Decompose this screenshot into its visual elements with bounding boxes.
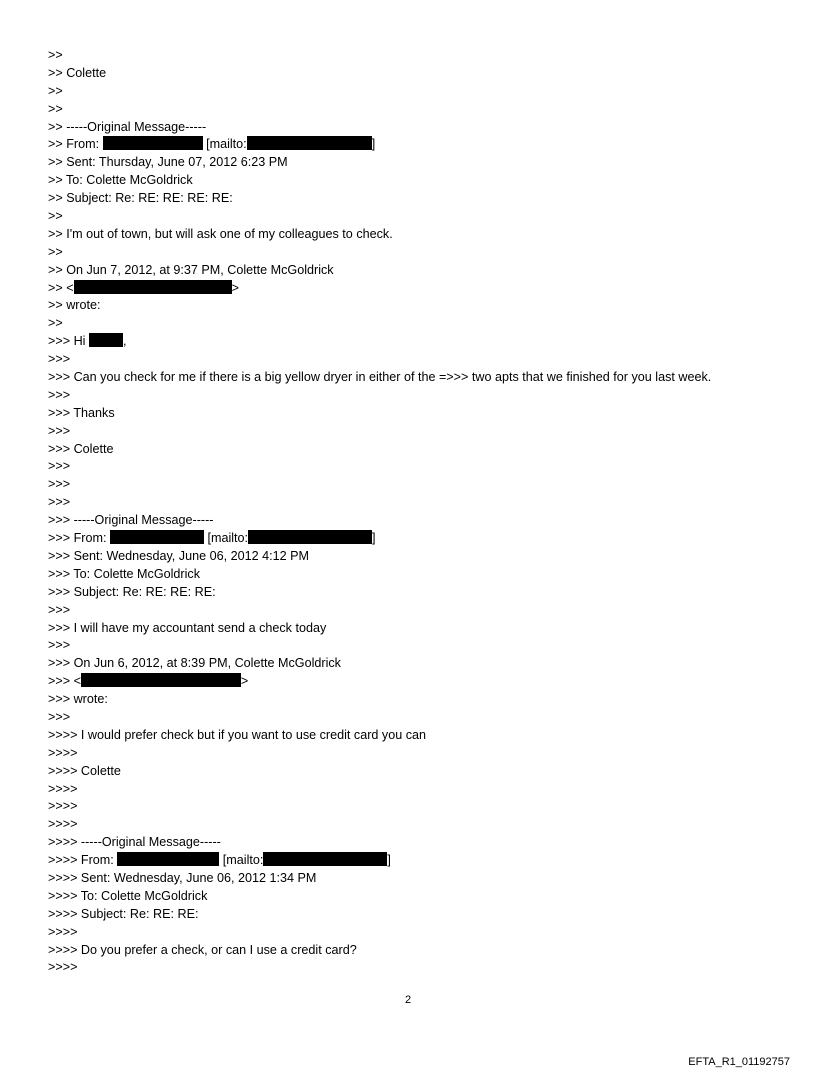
redaction-block — [74, 280, 232, 294]
line-text: [mailto: — [203, 531, 249, 546]
text-line — [48, 441, 788, 459]
line-text: >>>> — [48, 817, 78, 832]
line-text: >>> — [48, 387, 71, 402]
redaction-block — [89, 333, 123, 347]
line-text: >>> Colette — [48, 441, 114, 456]
text-line — [48, 315, 788, 333]
text-line — [48, 458, 788, 476]
text-line — [48, 798, 788, 816]
text-line — [48, 226, 788, 244]
line-text: >>> To: Colette McGoldrick — [48, 566, 201, 581]
line-text: >> I'm out of town, but will ask one of my colleagues to check. — [48, 226, 393, 241]
line-text: >>> I will have my accountant send a check today — [48, 620, 327, 635]
text-line — [48, 924, 788, 942]
text-line — [48, 888, 788, 906]
line-text: >>>> Colette — [48, 763, 121, 778]
text-line — [48, 852, 788, 870]
line-text: [mailto: — [219, 853, 264, 868]
line-text: >> On Jun 7, 2012, at 9:37 PM, Colette McGoldrick — [48, 262, 334, 277]
text-line — [48, 190, 788, 208]
text-line — [48, 870, 788, 888]
line-text: >>> Sent: Wednesday, June 06, 2012 4:12 PM — [48, 548, 310, 563]
text-line — [48, 942, 788, 960]
text-line — [48, 691, 788, 709]
text-line — [48, 673, 788, 691]
line-text: >>> — [48, 602, 71, 617]
text-line — [48, 65, 788, 83]
line-text: >>>> — [48, 781, 78, 796]
text-line — [48, 584, 788, 602]
text-line — [48, 262, 788, 280]
line-text: >>>> Subject: Re: RE: RE: — [48, 906, 199, 921]
text-line — [48, 387, 788, 405]
text-line — [48, 244, 788, 262]
line-text: ] — [372, 531, 376, 546]
text-line — [48, 781, 788, 799]
line-text: >>>> Do you prefer a check, or can I use a credit card? — [48, 942, 357, 957]
line-text: >>>> — [48, 745, 78, 760]
text-line — [48, 834, 788, 852]
redaction-block — [247, 136, 372, 150]
email-thread-body — [48, 47, 788, 977]
line-text: >> — [48, 101, 63, 116]
line-text: , — [122, 334, 127, 349]
text-line — [48, 620, 788, 638]
text-line — [48, 709, 788, 727]
line-text: >> -----Original Message----- — [48, 119, 207, 134]
redaction-block — [263, 852, 387, 866]
line-text: >>> — [48, 495, 71, 510]
line-text: >> To: Colette McGoldrick — [48, 173, 193, 188]
line-text: >>> -----Original Message----- — [48, 513, 214, 528]
text-line — [48, 423, 788, 441]
text-line — [48, 154, 788, 172]
text-line — [48, 405, 788, 423]
line-text: >> — [48, 48, 63, 62]
line-text: >>> Can you check for me if there is a big yellow dryer in either of the =>>> two apts that we finished for you last week. — [48, 370, 712, 385]
text-line — [48, 906, 788, 924]
line-text: >> < — [48, 280, 74, 295]
text-line — [48, 280, 788, 298]
line-text: >>> wrote: — [48, 692, 108, 707]
redaction-block — [103, 136, 203, 150]
line-text: >>>> — [48, 924, 78, 939]
text-line — [48, 494, 788, 512]
text-line — [48, 136, 788, 154]
text-line — [48, 512, 788, 530]
text-line — [48, 83, 788, 101]
line-text: >> — [48, 83, 63, 98]
redaction-block — [81, 673, 241, 687]
page-number: 2 — [404, 994, 412, 1006]
text-line — [48, 530, 788, 548]
line-text: >> — [48, 209, 63, 224]
line-text: > — [231, 280, 239, 295]
line-text: > — [240, 674, 249, 689]
line-text: ] — [371, 137, 376, 152]
text-line — [48, 369, 788, 387]
text-line — [48, 655, 788, 673]
text-line — [48, 119, 788, 137]
line-text: >>> On Jun 6, 2012, at 8:39 PM, Colette McGoldrick — [48, 656, 341, 671]
text-line — [48, 297, 788, 315]
text-line — [48, 476, 788, 494]
line-text: >> Colette — [48, 65, 107, 80]
line-text: >> wrote: — [48, 298, 101, 313]
text-line — [48, 101, 788, 119]
line-text: >>>> From: — [48, 853, 118, 868]
text-line — [48, 172, 788, 190]
text-line — [48, 727, 788, 745]
line-text: >>>> I would prefer check but if you want to use credit card you can — [48, 727, 427, 742]
line-text: >>> — [48, 423, 71, 438]
line-text: >> — [48, 244, 63, 259]
line-text: >>>> — [48, 799, 78, 814]
line-text: >> Sent: Thursday, June 07, 2012 6:23 PM — [48, 155, 288, 170]
bates-number: EFTA_R1_01192757 — [688, 1056, 790, 1068]
text-line — [48, 763, 788, 781]
line-text: >>>> Sent: Wednesday, June 06, 2012 1:34 PM — [48, 870, 317, 885]
text-line — [48, 351, 788, 369]
text-line — [48, 637, 788, 655]
line-text: >>> < — [48, 674, 81, 689]
redaction-block — [110, 530, 204, 544]
text-line — [48, 208, 788, 226]
line-text: >>> — [48, 709, 71, 724]
text-line — [48, 333, 788, 351]
line-text: >>> Hi — [48, 334, 89, 349]
text-line — [48, 47, 788, 65]
text-line — [48, 959, 788, 977]
text-line — [48, 602, 788, 620]
line-text: >>> From: — [48, 531, 110, 546]
line-text: >>>> -----Original Message----- — [48, 835, 221, 850]
line-text: >>> — [48, 477, 71, 492]
line-text: >> Subject: Re: RE: RE: RE: RE: — [48, 191, 233, 206]
line-text: >>> — [48, 352, 71, 367]
line-text: [mailto: — [202, 137, 247, 152]
line-text: >>> Subject: Re: RE: RE: RE: — [48, 584, 216, 599]
text-line — [48, 548, 788, 566]
redaction-block — [117, 852, 219, 866]
text-line — [48, 745, 788, 763]
line-text: ] — [387, 853, 391, 868]
line-text: >>>> — [48, 960, 78, 975]
line-text: >>> — [48, 459, 71, 474]
text-line — [48, 566, 788, 584]
line-text: >> From: — [48, 137, 103, 152]
line-text: >>> — [48, 638, 71, 653]
redaction-block — [248, 530, 372, 544]
line-text: >> — [48, 316, 63, 331]
text-line — [48, 816, 788, 834]
line-text: >>> Thanks — [48, 405, 115, 420]
line-text: >>>> To: Colette McGoldrick — [48, 888, 208, 903]
